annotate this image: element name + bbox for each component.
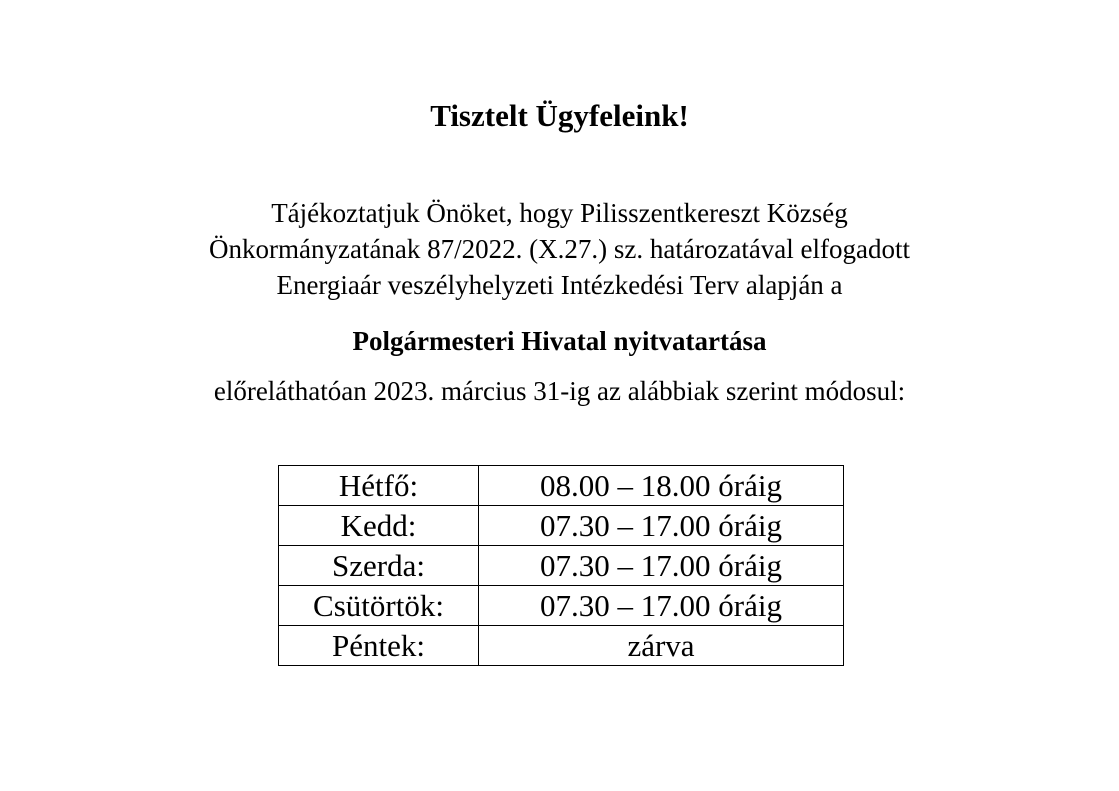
hours-cell: 08.00 – 18.00 óráig xyxy=(479,466,844,506)
opening-hours-table xyxy=(278,465,844,666)
intro-line: Tájékoztatjuk Önöket, hogy Pilisszentkereszt Község xyxy=(271,198,848,228)
day-cell: Péntek: xyxy=(279,626,479,666)
day-cell: Szerda: xyxy=(279,546,479,586)
intro-line: Önkormányzatának 87/2022. (X.27.) sz. határozatával elfogadott xyxy=(209,234,910,264)
hours-cell: zárva xyxy=(479,626,844,666)
notice-title: Tisztelt Ügyfeleink! xyxy=(430,98,689,133)
day-cell: Kedd: xyxy=(279,506,479,546)
table-row xyxy=(279,626,844,666)
office-hours-heading: Polgármesteri Hivatal nyitvatartása xyxy=(352,326,767,356)
table-row xyxy=(279,546,844,586)
hours-cell: 07.30 – 17.00 óráig xyxy=(479,506,844,546)
table-row xyxy=(279,466,844,506)
hours-cell: 07.30 – 17.00 óráig xyxy=(479,546,844,586)
hours-cell: 07.30 – 17.00 óráig xyxy=(479,586,844,626)
validity-note: előreláthatóan 2023. március 31-ig az alábbiak szerint módosul: xyxy=(213,376,906,406)
table-row xyxy=(279,506,844,546)
intro-line: Energiaár veszélyhelyzeti Intézkedési Terv alapján a xyxy=(276,270,843,300)
day-cell: Csütörtök: xyxy=(279,586,479,626)
intro-paragraph xyxy=(0,195,1119,303)
day-cell: Hétfő: xyxy=(279,466,479,506)
table-row xyxy=(279,586,844,626)
